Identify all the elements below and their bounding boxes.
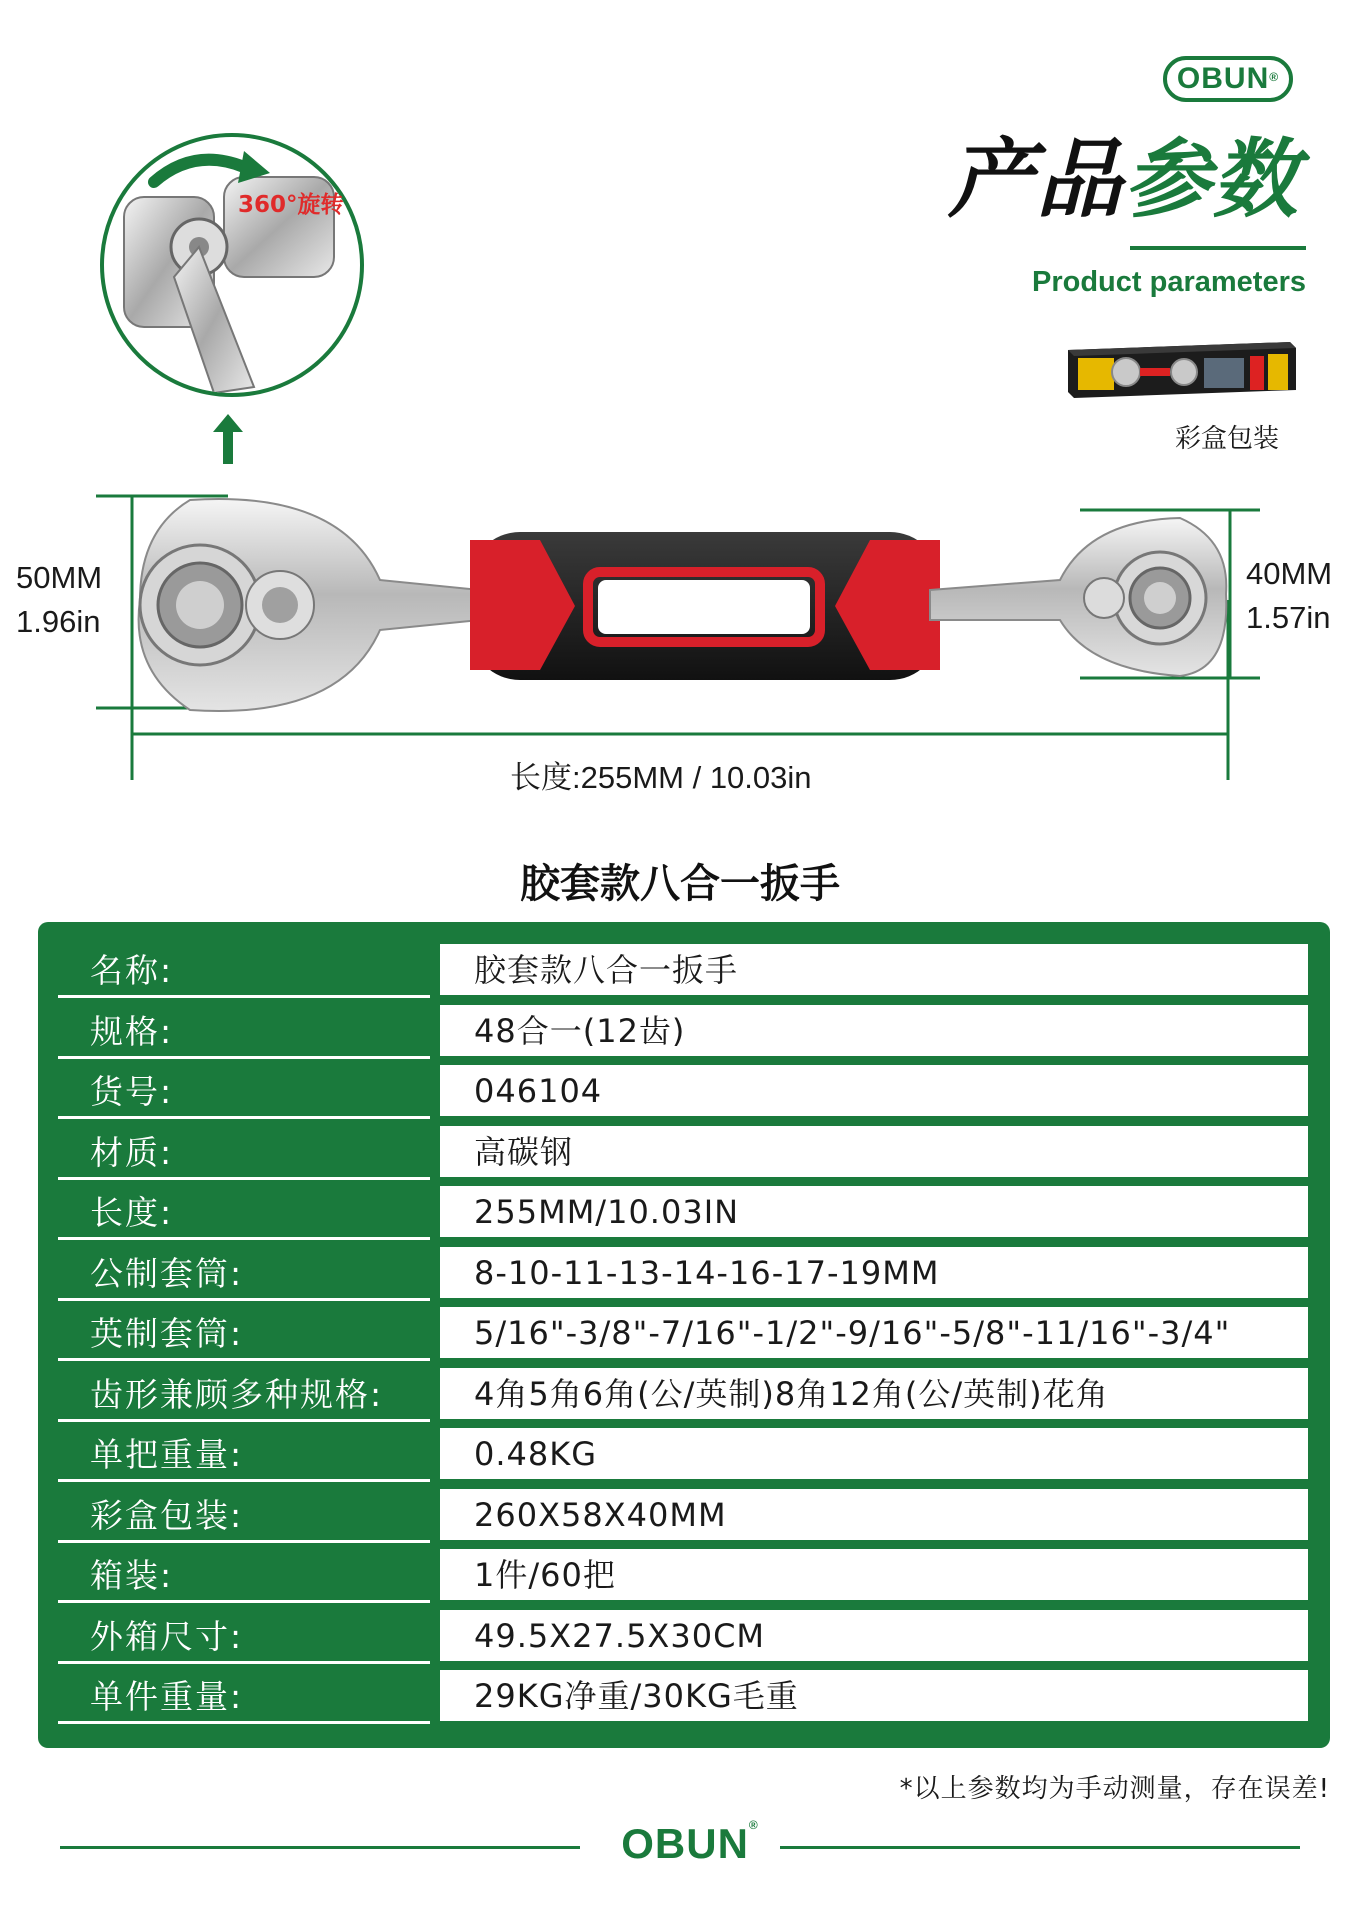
table-row (58, 1549, 1308, 1603)
table-row (58, 1489, 1308, 1543)
wrench-handle (470, 532, 940, 680)
footer-divider-left (60, 1846, 580, 1849)
row-value: 1件/60把 (440, 1549, 1308, 1600)
wrench-head-closeup (104, 137, 360, 393)
table-row (58, 1428, 1308, 1482)
row-label: 材质: (58, 1126, 430, 1180)
length-dimension: 长度:255MM / 10.03in (510, 760, 812, 795)
footer-logo (600, 1820, 780, 1868)
right-dimension-in: 1.57in (1246, 600, 1331, 635)
row-value: 046104 (440, 1065, 1308, 1116)
footer-logo-text: OBUN (621, 1820, 749, 1867)
table-row (58, 1247, 1308, 1301)
brand-logo (1163, 56, 1293, 102)
brand-logo-text: OBUN (1176, 62, 1270, 95)
row-label: 货号: (58, 1065, 430, 1119)
table-row (58, 1065, 1308, 1119)
arrow-up-icon (213, 414, 243, 464)
rotation-detail (100, 133, 364, 397)
row-label: 公制套筒: (58, 1247, 430, 1301)
row-label: 名称: (58, 944, 430, 998)
wrench-dimension-diagram (0, 470, 1360, 800)
footer-registered-mark: ® (748, 1818, 759, 1832)
row-value: 高碳钢 (440, 1126, 1308, 1177)
table-row (58, 1126, 1308, 1180)
row-label: 单把重量: (58, 1428, 430, 1482)
row-label: 长度: (58, 1186, 430, 1240)
left-dimension-in: 1.96in (16, 604, 101, 639)
row-value: 胶套款八合一扳手 (440, 944, 1308, 995)
row-value: 5/16"-3/8"-7/16"-1/2"-9/16"-5/8"-11/16"-3/4" (440, 1307, 1308, 1358)
package-box-image (1068, 342, 1296, 398)
left-dimension-mm: 50MM (16, 560, 103, 595)
table-row (58, 1005, 1308, 1059)
registered-mark: ® (1269, 70, 1280, 84)
table-row (58, 1610, 1308, 1664)
table-row (58, 1186, 1308, 1240)
row-value: 49.5X27.5X30CM (440, 1610, 1308, 1661)
row-label: 齿形兼顾多种规格: (58, 1368, 430, 1422)
footnote: *以上参数均为手动测量，存在误差! (899, 1774, 1330, 1804)
right-dimension-mm: 40MM (1246, 556, 1333, 591)
row-value: 48合一(12齿) (440, 1005, 1308, 1056)
table-row (58, 1368, 1308, 1422)
footer-divider-right (780, 1846, 1300, 1849)
page-title-part2: 参数 (1124, 129, 1300, 230)
row-value: 4角5角6角(公/英制)8角12角(公/英制)花角 (440, 1368, 1308, 1419)
page-subtitle: Product parameters (1032, 266, 1306, 298)
row-label: 彩盒包装: (58, 1489, 430, 1543)
table-row (58, 1307, 1308, 1361)
table-title: 胶套款八合一扳手 (520, 861, 840, 907)
right-dimension (1246, 552, 1332, 640)
row-label: 外箱尺寸: (58, 1610, 430, 1664)
row-value: 29KG净重/30KG毛重 (440, 1670, 1308, 1721)
page-title (948, 130, 1300, 230)
row-value: 8-10-11-13-14-16-17-19MM (440, 1247, 1308, 1298)
wrench-right-head (930, 518, 1226, 676)
row-label: 箱装: (58, 1549, 430, 1603)
row-label: 单件重量: (58, 1670, 430, 1724)
rotation-label: 360°旋转 (238, 192, 344, 218)
row-label: 规格: (58, 1005, 430, 1059)
left-dimension (16, 556, 102, 644)
table-row (58, 1670, 1308, 1724)
row-value: 0.48KG (440, 1428, 1308, 1479)
row-value: 260X58X40MM (440, 1489, 1308, 1540)
page-title-part1: 产品 (948, 129, 1124, 230)
table-row (58, 944, 1308, 998)
row-value: 255MM/10.03IN (440, 1186, 1308, 1237)
title-underline (1130, 246, 1306, 250)
package-label: 彩盒包装 (1175, 424, 1280, 454)
wrench-left-head (139, 499, 480, 711)
row-label: 英制套筒: (58, 1307, 430, 1361)
spec-table (38, 922, 1330, 1748)
